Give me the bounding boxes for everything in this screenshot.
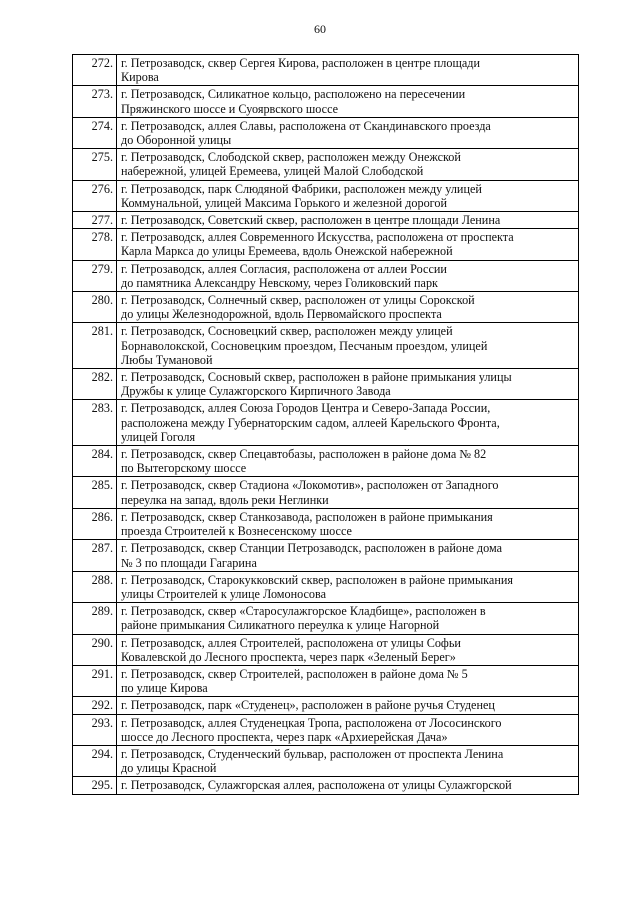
- row-number: 282.: [73, 369, 117, 400]
- row-description: г. Петрозаводск, аллея Согласия, расположена от аллеи России до памятника Александру Невскому, через Голиковский парк: [117, 260, 579, 291]
- table-row: [73, 55, 579, 86]
- row-description: г. Петрозаводск, сквер Сергея Кирова, расположен в центре площади Кирова: [117, 55, 579, 86]
- table-row: [73, 745, 579, 776]
- table-row: [73, 369, 579, 400]
- table-row: [73, 665, 579, 696]
- row-number: 280.: [73, 292, 117, 323]
- row-description: г. Петрозаводск, аллея Славы, расположена от Скандинавского проезда до Оборонной улицы: [117, 117, 579, 148]
- row-number: 272.: [73, 55, 117, 86]
- table-row: [73, 571, 579, 602]
- table-row: [73, 149, 579, 180]
- table-row: [73, 603, 579, 634]
- table-row: [73, 634, 579, 665]
- row-number: 286.: [73, 508, 117, 539]
- row-number: 291.: [73, 665, 117, 696]
- page-number: 60: [314, 22, 326, 36]
- row-number: 279.: [73, 260, 117, 291]
- row-description: г. Петрозаводск, парк «Студенец», расположен в районе ручья Студенец: [117, 697, 579, 714]
- row-description: г. Петрозаводск, сквер «Старосулажгорское Кладбище», расположен в районе примыкания Силикатного переулка к улице Нагорной: [117, 603, 579, 634]
- table-row: [73, 777, 579, 794]
- row-description: г. Петрозаводск, Сосновецкий сквер, расположен между улицей Борнаволокской, Сосновецким проездом, Песчаным проездом, улицей Любы Тумановой: [117, 323, 579, 369]
- row-number: 278.: [73, 229, 117, 260]
- table-row: [73, 117, 579, 148]
- row-number: 274.: [73, 117, 117, 148]
- table-row: [73, 323, 579, 369]
- table-row: [73, 697, 579, 714]
- table-row: [73, 446, 579, 477]
- row-number: 283.: [73, 400, 117, 446]
- row-number: 288.: [73, 571, 117, 602]
- table-row: [73, 86, 579, 117]
- table-row: [73, 212, 579, 229]
- row-description: г. Петрозаводск, Сосновый сквер, расположен в районе примыкания улицы Дружбы к улице Сулажгорского Кирпичного Завода: [117, 369, 579, 400]
- table-row: [73, 292, 579, 323]
- table-body: [73, 55, 579, 795]
- row-number: 293.: [73, 714, 117, 745]
- row-number: 295.: [73, 777, 117, 794]
- row-number: 294.: [73, 745, 117, 776]
- row-number: 281.: [73, 323, 117, 369]
- row-description: г. Петрозаводск, Сулажгорская аллея, расположена от улицы Сулажгорской: [117, 777, 579, 794]
- row-description: г. Петрозаводск, Солнечный сквер, расположен от улицы Сорокской до улицы Железнодорожной, вдоль Первомайского проспекта: [117, 292, 579, 323]
- row-number: 285.: [73, 477, 117, 508]
- row-number: 284.: [73, 446, 117, 477]
- row-description: г. Петрозаводск, Советский сквер, расположен в центре площади Ленина: [117, 212, 579, 229]
- row-description: г. Петрозаводск, сквер Станкозавода, расположен в районе примыкания проезда Строителей к Вознесенскому шоссе: [117, 508, 579, 539]
- row-description: г. Петрозаводск, парк Слюдяной Фабрики, расположен между улицей Коммунальной, улицей Максима Горького и железной дорогой: [117, 180, 579, 211]
- row-number: 292.: [73, 697, 117, 714]
- row-description: г. Петрозаводск, сквер Стадиона «Локомотив», расположен от Западного переулка на запад, вдоль реки Неглинки: [117, 477, 579, 508]
- row-number: 289.: [73, 603, 117, 634]
- row-description: г. Петрозаводск, сквер Станции Петрозаводск, расположен в районе дома № 3 по площади Гагарина: [117, 540, 579, 571]
- row-number: 287.: [73, 540, 117, 571]
- table-row: [73, 508, 579, 539]
- row-description: г. Петрозаводск, аллея Строителей, расположена от улицы Софьи Ковалевской до Лесного проспекта, через парк «Зеленый Берег»: [117, 634, 579, 665]
- row-number: 275.: [73, 149, 117, 180]
- row-number: 277.: [73, 212, 117, 229]
- row-number: 276.: [73, 180, 117, 211]
- table-row: [73, 540, 579, 571]
- locations-table: [72, 54, 579, 795]
- row-description: г. Петрозаводск, аллея Современного Искусства, расположена от проспекта Карла Маркса до улицы Еремеева, вдоль Онежской набережной: [117, 229, 579, 260]
- table-row: [73, 714, 579, 745]
- row-description: г. Петрозаводск, Старокукковский сквер, расположен в районе примыкания улицы Строителей к улице Ломоносова: [117, 571, 579, 602]
- row-description: г. Петрозаводск, сквер Строителей, расположен в районе дома № 5 по улице Кирова: [117, 665, 579, 696]
- table-row: [73, 400, 579, 446]
- row-description: г. Петрозаводск, Слободской сквер, расположен между Онежской набережной, улицей Еремеева, улицей Малой Слободской: [117, 149, 579, 180]
- row-description: г. Петрозаводск, аллея Союза Городов Центра и Северо-Запада России, расположена между Губернаторским садом, аллеей Карельского Фронта, улицей Гоголя: [117, 400, 579, 446]
- row-number: 273.: [73, 86, 117, 117]
- row-description: г. Петрозаводск, Силикатное кольцо, расположено на пересечении Пряжинского шоссе и Суоярвского шоссе: [117, 86, 579, 117]
- row-number: 290.: [73, 634, 117, 665]
- table-row: [73, 260, 579, 291]
- table-row: [73, 180, 579, 211]
- row-description: г. Петрозаводск, аллея Студенецкая Тропа, расположена от Лососинского шоссе до Лесного проспекта, через парк «Архиерейская Дача»: [117, 714, 579, 745]
- row-description: г. Петрозаводск, Студенческий бульвар, расположен от проспекта Ленина до улицы Красной: [117, 745, 579, 776]
- row-description: г. Петрозаводск, сквер Спецавтобазы, расположен в районе дома № 82 по Вытегорскому шоссе: [117, 446, 579, 477]
- table-row: [73, 229, 579, 260]
- table-row: [73, 477, 579, 508]
